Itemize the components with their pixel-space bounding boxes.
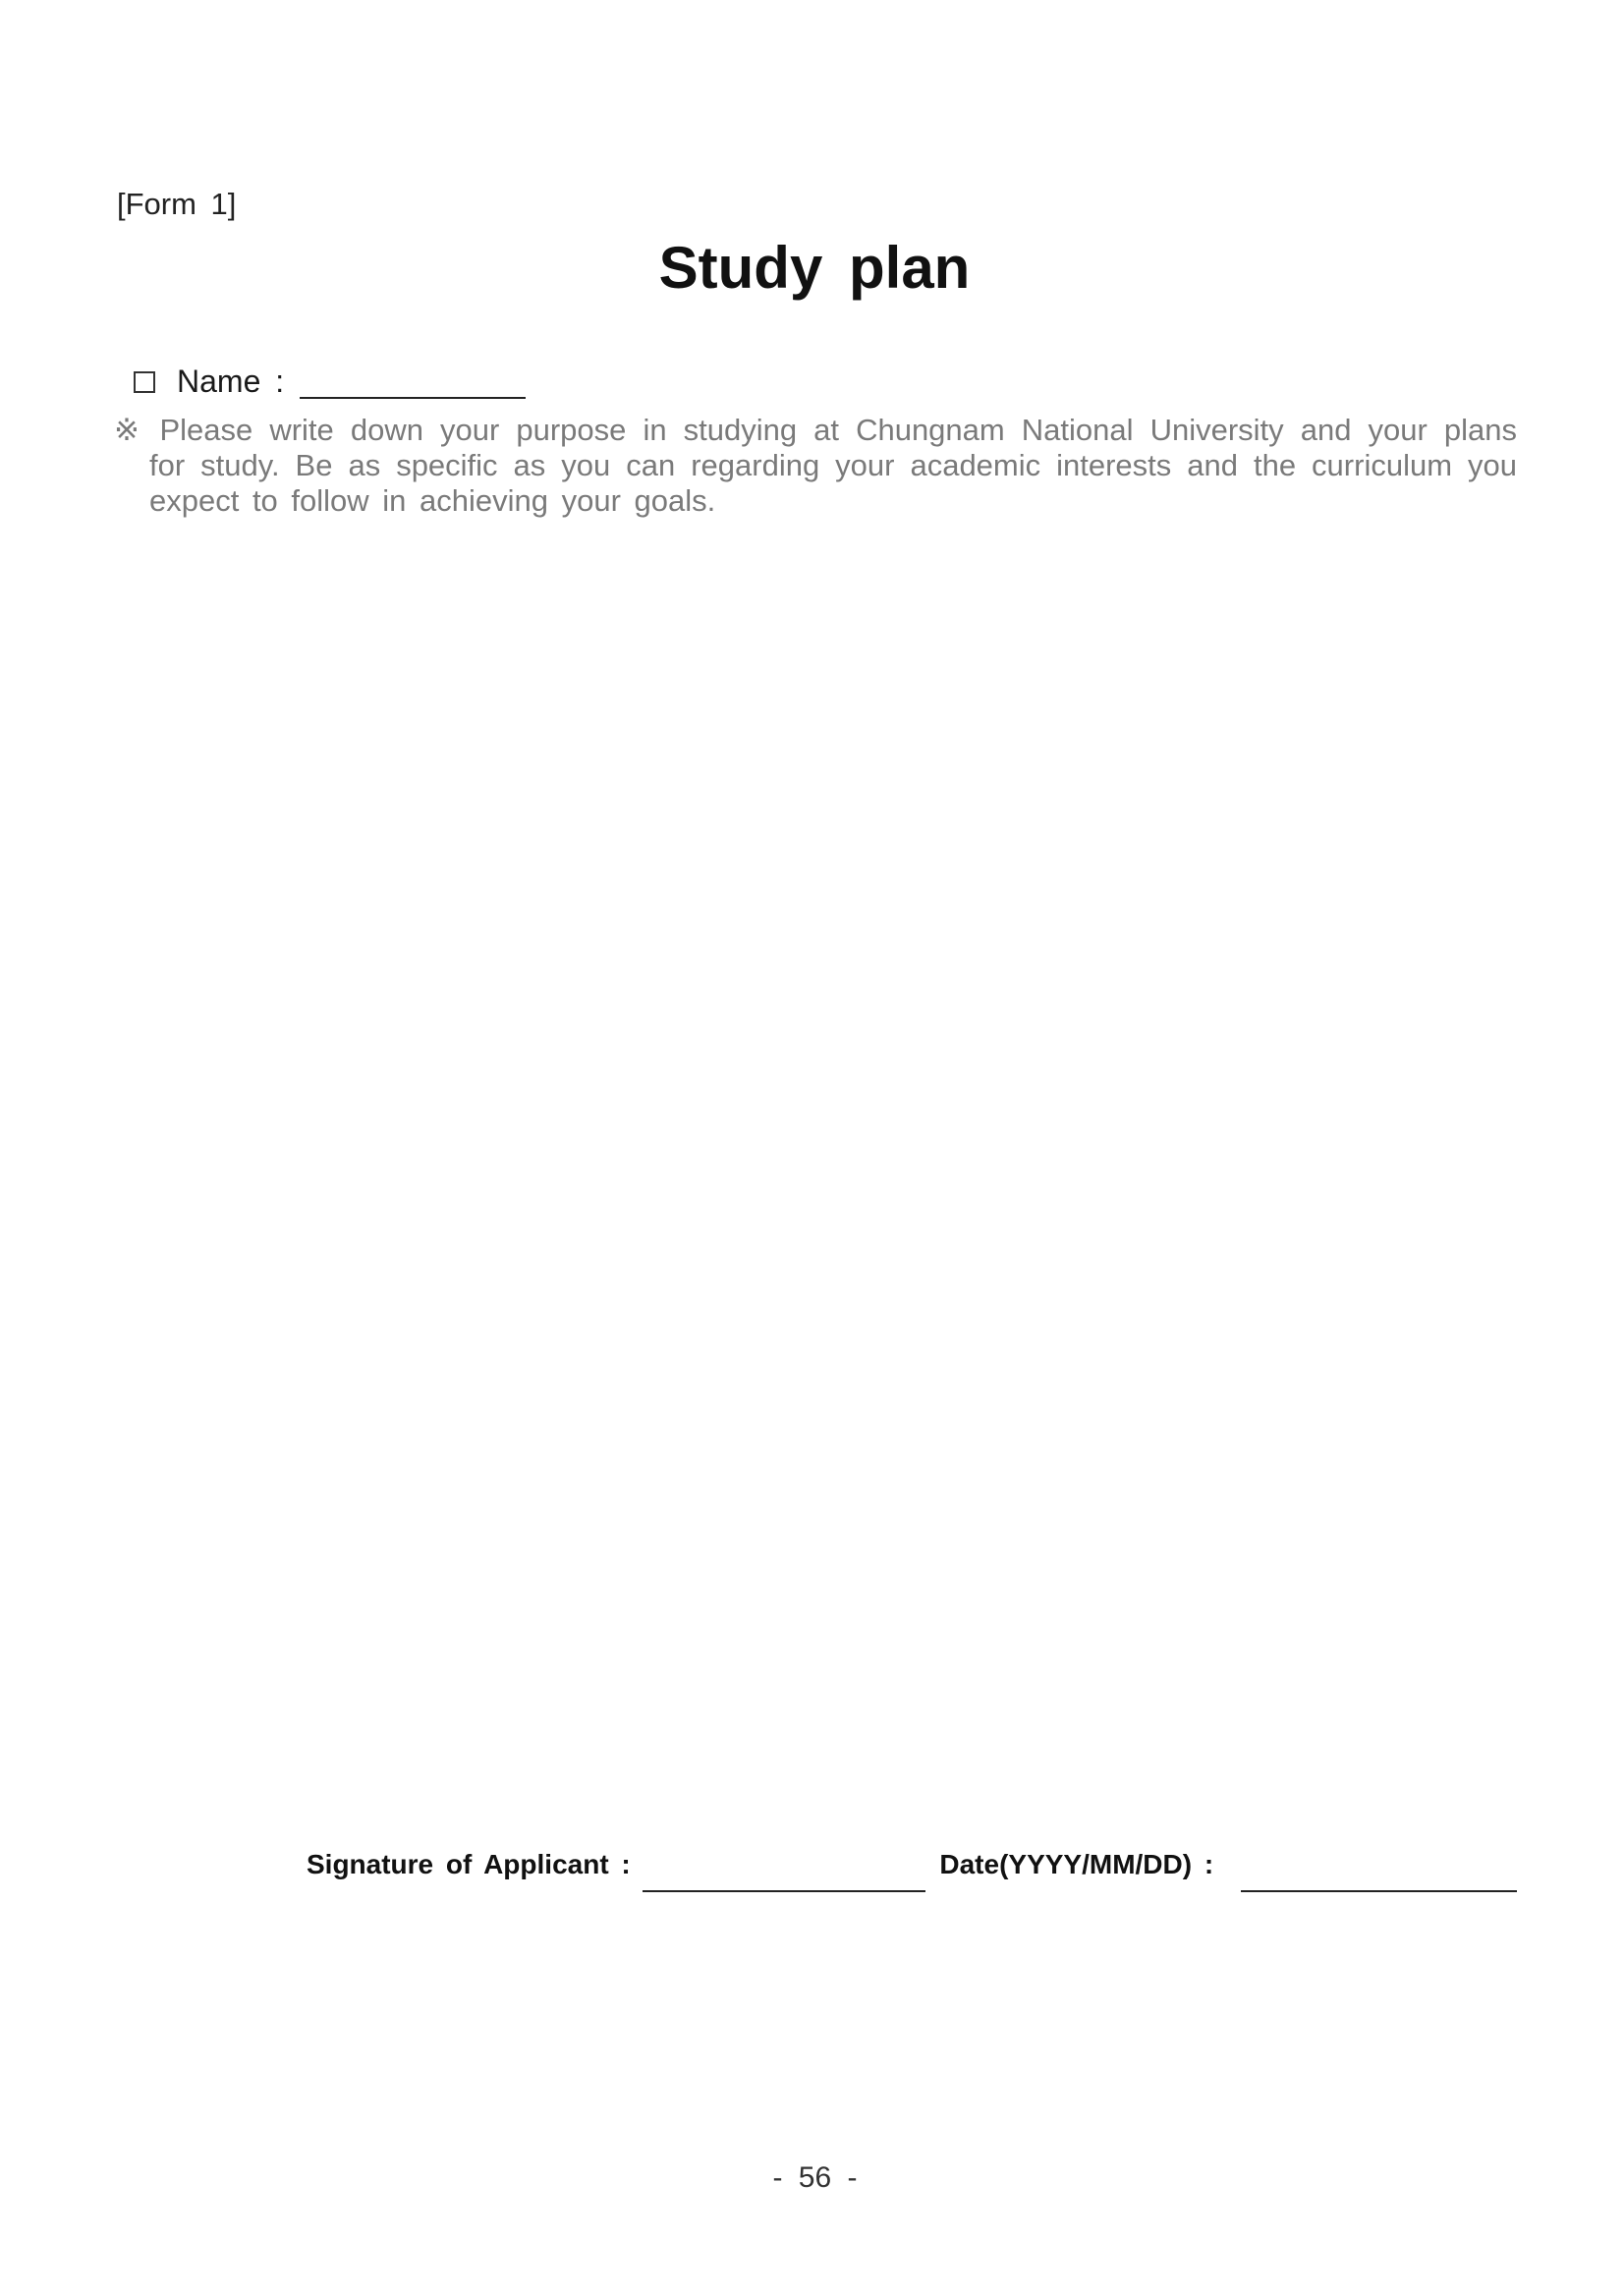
form-number-label: [Form 1] xyxy=(117,187,237,221)
name-label: Name : xyxy=(177,363,285,399)
note-reference-mark-icon: ※ xyxy=(114,413,143,447)
signature-date-row xyxy=(307,1835,1517,1894)
name-field-row xyxy=(134,360,526,403)
page-title: Study plan xyxy=(658,235,971,301)
date-blank-line[interactable] xyxy=(1241,1890,1517,1892)
instruction-line-3: expect to follow in achieving your goals. xyxy=(149,483,716,518)
name-blank-line[interactable] xyxy=(300,364,526,399)
signature-label: Signature of Applicant : xyxy=(307,1849,631,1879)
instruction-note xyxy=(114,413,1517,519)
page-number: - 56 - xyxy=(772,2161,858,2194)
checkbox-icon xyxy=(134,371,155,393)
instruction-text-1: Please write down your purpose in studying at Chungnam National University and your plans xyxy=(159,413,1517,447)
date-label: Date(YYYY/MM/DD) : xyxy=(939,1849,1214,1879)
instruction-line-1 xyxy=(114,413,1517,448)
instruction-line-2: for study. Be as specific as you can regarding your academic interests and the curriculum you xyxy=(149,448,1517,482)
signature-blank-line[interactable] xyxy=(643,1890,926,1892)
